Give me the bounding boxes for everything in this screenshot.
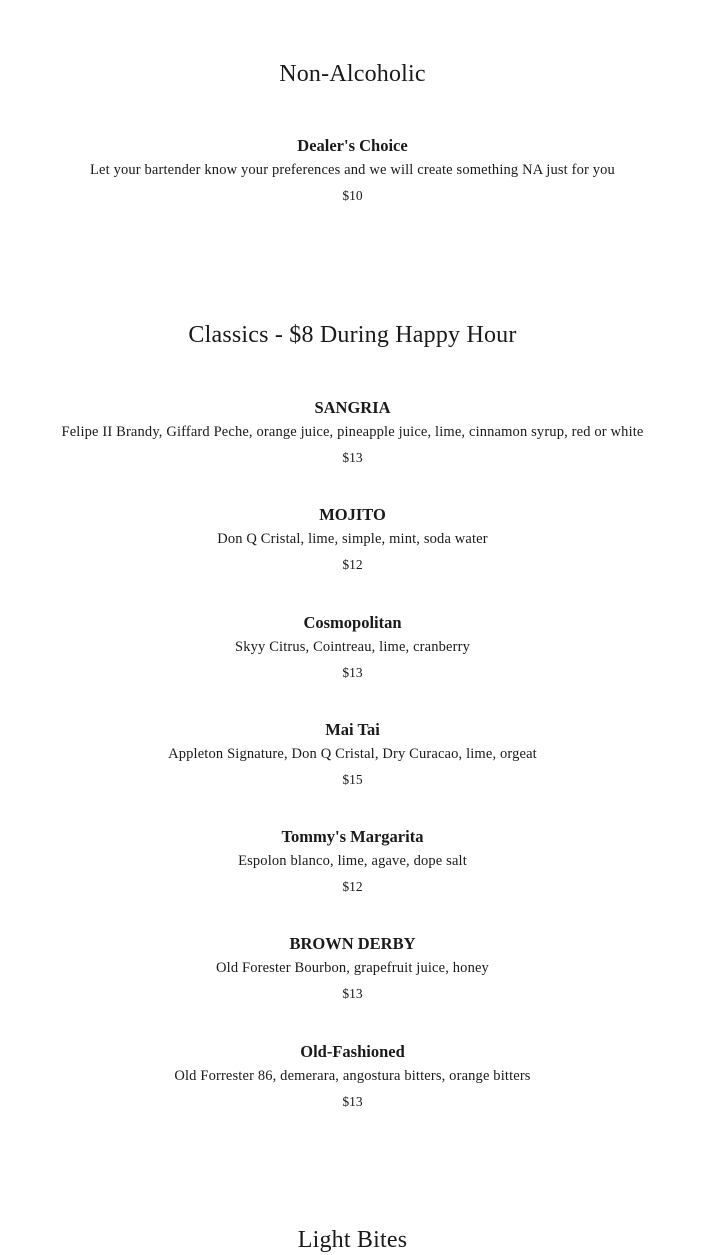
item-price: $13 — [342, 1094, 363, 1109]
item-description: Felipe II Brandy, Giffard Peche, orange juice, pineapple juice, lime, cinnamon syrup, red or white — [61, 424, 644, 440]
item-description: Appleton Signature, Don Q Cristal, Dry Curacao, lime, orgeat — [168, 746, 537, 762]
item-price: $12 — [342, 557, 363, 572]
item-description: Old Forrester 86, demerara, angostura bitters, orange bitters — [174, 1068, 531, 1084]
item-price: $12 — [342, 879, 363, 894]
item-description: Let your bartender know your preferences and we will create something NA just for you — [90, 162, 615, 178]
menu-item-old-fashioned — [0, 1041, 705, 1111]
item-name: Cosmopolitan — [303, 613, 402, 632]
item-description: Don Q Cristal, lime, simple, mint, soda water — [217, 531, 488, 547]
item-name: Mai Tai — [325, 720, 380, 739]
section-title-light-bites: Light Bites — [297, 1227, 408, 1253]
item-name: Old-Fashioned — [300, 1042, 405, 1061]
section-title-non-alcoholic: Non-Alcoholic — [279, 61, 426, 87]
item-price: $15 — [342, 772, 363, 787]
item-price: $10 — [342, 188, 363, 203]
item-price: $13 — [342, 665, 363, 680]
item-name: BROWN DERBY — [289, 934, 416, 953]
item-price: $13 — [342, 450, 363, 465]
menu-item-mai-tai — [0, 719, 705, 789]
item-name: SANGRIA — [314, 398, 391, 417]
item-description: Espolon blanco, lime, agave, dope salt — [238, 853, 467, 869]
item-name: MOJITO — [319, 505, 386, 524]
item-price: $13 — [342, 986, 363, 1001]
section-title-classics: Classics - $8 During Happy Hour — [188, 322, 517, 348]
menu-item-dealers-choice — [0, 135, 705, 205]
menu-item-cosmopolitan — [0, 612, 705, 682]
item-name: Tommy's Margarita — [281, 827, 424, 846]
item-description: Old Forester Bourbon, grapefruit juice, honey — [216, 960, 489, 976]
item-description: Skyy Citrus, Cointreau, lime, cranberry — [235, 639, 470, 655]
item-name: Dealer's Choice — [297, 136, 408, 155]
menu-item-brown-derby — [0, 933, 705, 1003]
menu-item-mojito — [0, 504, 705, 574]
menu-item-tommys-margarita — [0, 826, 705, 896]
menu-item-sangria — [0, 397, 705, 467]
